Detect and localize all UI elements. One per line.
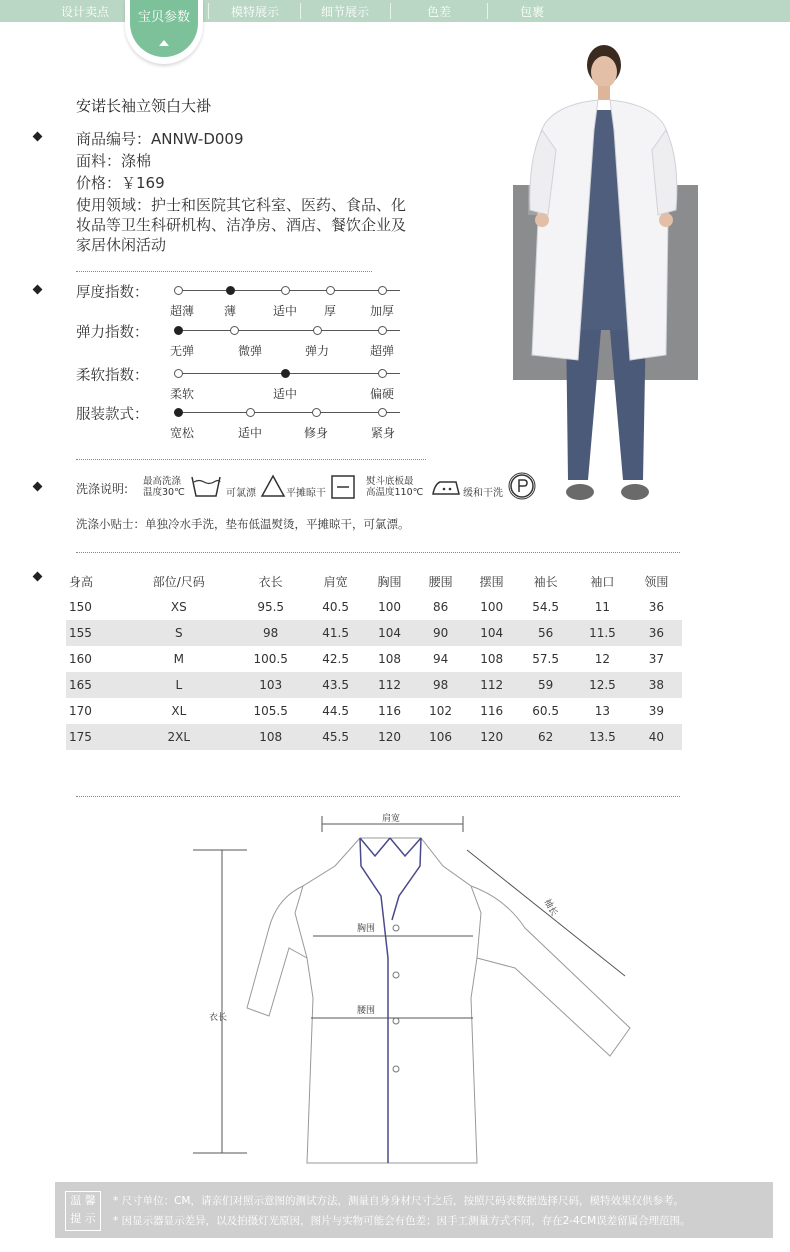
dotted-divider (76, 459, 426, 460)
softness-label: 柔软指数： (76, 368, 149, 384)
col-header: 胸围 (377, 574, 402, 589)
table-cell: 170 (69, 704, 92, 718)
table-cell: 95.5 (257, 600, 285, 614)
table-cell: 108 (378, 652, 401, 666)
col-header: 袖长 (533, 574, 558, 589)
softness-option: 适中 (272, 387, 297, 401)
table-cell: 36 (631, 620, 682, 646)
table-cell: 41.5 (307, 620, 364, 646)
table-cell: 11.5 (574, 620, 631, 646)
style-option: 紧身 (370, 426, 395, 440)
style-dot[interactable] (312, 408, 321, 417)
wash-tip: 洗涤小贴士：单独冷水手洗，垫布低温熨烫，平摊晾干，可氯漂。 (76, 517, 410, 531)
product-price: 价格：￥169 (76, 174, 165, 192)
dryclean-text: 缓和干洗 (463, 488, 503, 499)
col-header: 衣长 (258, 574, 283, 589)
table-cell: 37 (648, 652, 665, 666)
table-cell: 116 (480, 704, 504, 718)
elasticity-option: 超弹 (369, 344, 394, 358)
elasticity-option: 弹力 (304, 344, 329, 358)
product-fabric: 面料：涤棉 (76, 152, 152, 170)
table-cell: 120 (466, 724, 517, 750)
chest-label: 胸围 (357, 924, 376, 934)
thickness-option: 超薄 (169, 304, 194, 318)
elasticity-option: 无弹 (169, 344, 194, 358)
table-cell: 100.5 (253, 652, 288, 666)
table-cell: 120 (364, 724, 415, 750)
table-cell: 94 (432, 652, 449, 666)
table-cell: 40 (631, 724, 682, 750)
tab-divider (390, 3, 391, 19)
col-header: 袖口 (590, 574, 615, 589)
style-option: 适中 (237, 426, 262, 440)
wash-temp-line2: 温度30℃ (143, 487, 185, 498)
softness-dot[interactable] (174, 369, 183, 378)
table-cell: 40.5 (322, 600, 349, 614)
elasticity-option: 微弹 (237, 344, 262, 358)
elasticity-dot[interactable] (313, 326, 322, 335)
table-cell: 100 (480, 600, 504, 614)
iron-icon (430, 476, 462, 498)
section-bullet (33, 482, 43, 492)
notice-line-1: * 尺寸单位：CM，请亲们对照示意图的测试方法，测量自身身材尺寸之后，按照尺码表数据选择尺码，模特效果仅供参考。 (113, 1195, 684, 1207)
product-code: 商品编号：ANNW-D009 (76, 130, 244, 148)
badge-line1: 温 馨 (70, 1194, 96, 1207)
table-cell: 108 (480, 652, 504, 666)
table-cell: 102 (429, 704, 453, 718)
wash-tub-icon (190, 474, 222, 500)
style-dot[interactable] (378, 408, 387, 417)
dotted-divider (76, 796, 680, 797)
table-cell: 112 (466, 672, 517, 698)
table-cell: 98 (415, 672, 466, 698)
thickness-option: 加厚 (369, 304, 394, 318)
tab-divider (208, 3, 209, 19)
style-option: 宽松 (169, 426, 194, 440)
flat-dry-text: 平摊晾干 (286, 488, 326, 499)
tab-indicator-arrow (159, 40, 169, 46)
table-cell: 104 (466, 620, 517, 646)
table-cell: 2XL (123, 724, 234, 750)
tab-params-label: 宝贝参数 (137, 10, 190, 25)
softness-dot[interactable] (378, 369, 387, 378)
table-cell: 105.5 (253, 704, 288, 718)
table-cell: 44.5 (322, 704, 349, 718)
softness-option: 偏硬 (369, 387, 394, 401)
elasticity-dot-selected[interactable] (174, 326, 183, 335)
table-header-row (66, 568, 682, 594)
thickness-dot[interactable] (174, 286, 183, 295)
table-cell: 39 (648, 704, 665, 718)
style-option: 修身 (303, 426, 328, 440)
table-cell: 150 (69, 600, 92, 614)
product-usage: 使用领域：护士和医院其它科室、医药、食品、化 (76, 196, 407, 214)
table-cell: 54.5 (532, 600, 559, 614)
table-cell: 106 (415, 724, 466, 750)
product-usage: 家居休闲活动 (76, 236, 167, 254)
table-cell: 112 (364, 672, 415, 698)
table-cell: 43.5 (307, 672, 364, 698)
table-cell: 155 (66, 620, 123, 646)
table-cell: 13 (594, 704, 611, 718)
table-row (66, 698, 682, 724)
style-label: 服装款式： (76, 407, 149, 423)
table-cell: 175 (66, 724, 123, 750)
table-cell: 42.5 (322, 652, 349, 666)
iron-line1: 熨斗底板最 (366, 476, 414, 487)
section-bullet (33, 132, 43, 142)
table-cell: 108 (234, 724, 307, 750)
iron-line2: 高温度110℃ (366, 487, 424, 498)
sleeve-label: 袖长 (541, 897, 559, 919)
wash-label: 洗涤说明: (76, 482, 129, 496)
tab-params-active[interactable] (125, 0, 203, 64)
table-cell: S (123, 620, 234, 646)
table-cell: M (173, 652, 184, 666)
elasticity-label: 弹力指数： (76, 325, 149, 341)
model-photo (498, 30, 708, 510)
tab-detail[interactable]: 细节展示 (320, 5, 369, 19)
thickness-option: 适中 (272, 304, 297, 318)
table-cell: 100 (378, 600, 401, 614)
thickness-dot[interactable] (326, 286, 335, 295)
table-cell: 103 (234, 672, 307, 698)
style-scale (178, 412, 400, 413)
table-cell: L (123, 672, 234, 698)
table-row (66, 620, 682, 646)
thickness-option: 薄 (223, 304, 236, 318)
wash-temp-line1: 最高洗涤 (143, 476, 182, 487)
length-label: 衣长 (209, 1013, 228, 1023)
elasticity-dot[interactable] (378, 326, 387, 335)
notice-badge (65, 1191, 101, 1231)
product-usage: 妆品等卫生科研机构、洁净房、酒店、餐饮企业及 (76, 216, 407, 234)
table-cell: XS (170, 600, 187, 614)
col-header: 部位/尺码 (152, 574, 205, 589)
table-cell: 13.5 (574, 724, 631, 750)
measurement-diagram (185, 808, 645, 1168)
thickness-dot[interactable] (281, 286, 290, 295)
table-cell: 56 (517, 620, 574, 646)
tab-color[interactable]: 色差 (426, 5, 451, 19)
style-dot[interactable] (246, 408, 255, 417)
table-body (66, 594, 682, 750)
section-bullet (33, 285, 43, 295)
table-cell: 165 (66, 672, 123, 698)
elasticity-scale (178, 330, 400, 331)
table-cell: 12.5 (574, 672, 631, 698)
col-header: 腰围 (428, 574, 453, 589)
waist-label: 腰围 (357, 1006, 376, 1016)
flat-dry-icon (330, 474, 356, 500)
section-bullet (33, 572, 43, 582)
notice-line-2: * 因显示器显示差异，以及拍摄灯光原因，图片与实物可能会有色差；因手工测量方式不同，存在2-4CM误差留属合理范围。 (113, 1215, 691, 1227)
thickness-dot[interactable] (378, 286, 387, 295)
style-dot-selected[interactable] (174, 408, 183, 417)
wash-temp-text (143, 476, 185, 498)
col-header: 领围 (644, 574, 669, 589)
tab-package[interactable]: 包裹 (519, 5, 544, 19)
table-row (66, 646, 682, 672)
col-header: 肩宽 (323, 574, 348, 589)
table-cell: 36 (648, 600, 665, 614)
dotted-divider (76, 552, 680, 553)
bleach-text: 可氯漂 (226, 488, 256, 499)
softness-dot-selected[interactable] (281, 369, 290, 378)
table-cell: 62 (517, 724, 574, 750)
size-table (66, 568, 682, 750)
notice-box (55, 1182, 773, 1238)
thickness-dot-selected[interactable] (226, 286, 235, 295)
table-cell: 12 (594, 652, 611, 666)
table-row (66, 724, 682, 750)
shoulder-label: 肩宽 (382, 814, 401, 824)
bleach-triangle-icon (260, 474, 286, 498)
tab-model[interactable]: 模特展示 (230, 5, 279, 19)
table-cell: 60.5 (532, 704, 559, 718)
product-title: 安诺长袖立领白大褂 (76, 97, 212, 115)
tab-design[interactable]: 设计卖点 (60, 5, 109, 19)
col-header: 身高 (69, 574, 94, 589)
table-row (66, 594, 682, 620)
table-cell: 86 (432, 600, 449, 614)
dotted-divider (76, 271, 372, 272)
col-header: 摆围 (479, 574, 504, 589)
table-cell: 59 (517, 672, 574, 698)
table-row (66, 672, 682, 698)
table-cell: 116 (378, 704, 401, 718)
elasticity-dot[interactable] (230, 326, 239, 335)
top-nav (0, 0, 790, 22)
table-cell: 98 (234, 620, 307, 646)
table-cell: 11 (594, 600, 611, 614)
thickness-label: 厚度指数： (76, 285, 149, 301)
table-cell: 45.5 (307, 724, 364, 750)
badge-line2: 提 示 (70, 1212, 96, 1225)
table-cell: 160 (69, 652, 92, 666)
iron-text (366, 476, 423, 498)
table-cell: 90 (415, 620, 466, 646)
thickness-option: 厚 (323, 304, 336, 318)
softness-option: 柔软 (169, 387, 194, 401)
table-cell: XL (171, 704, 187, 718)
table-cell: 104 (364, 620, 415, 646)
table-cell: 57.5 (532, 652, 559, 666)
table-cell: 38 (631, 672, 682, 698)
